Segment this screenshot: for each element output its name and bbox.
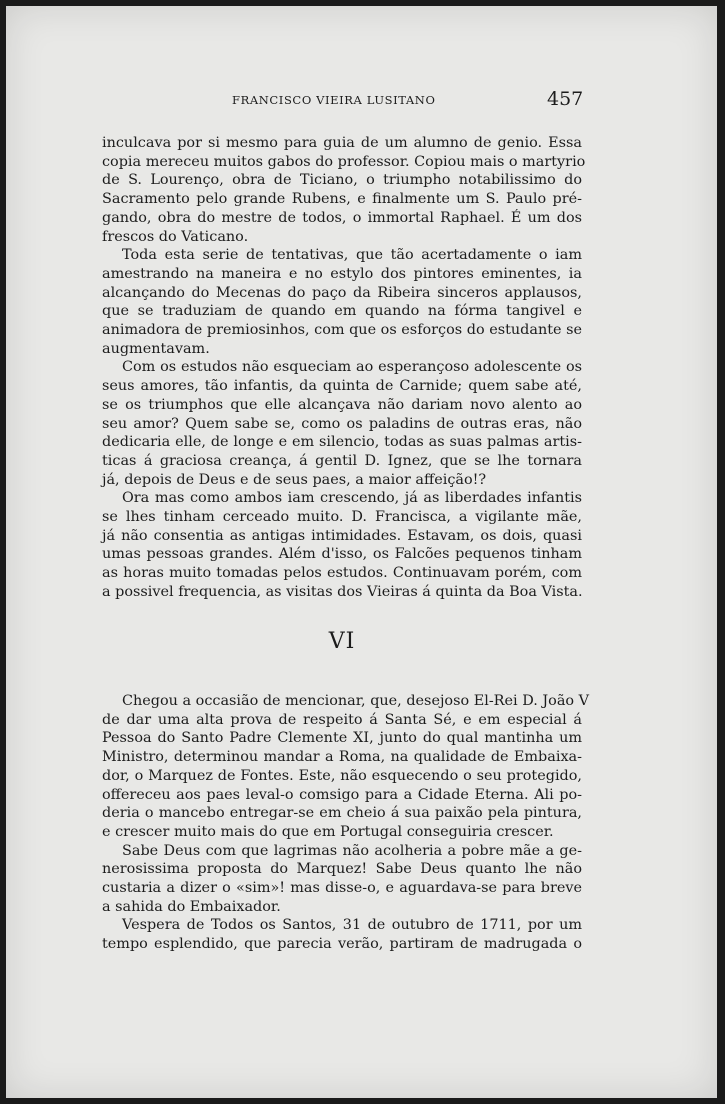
text-line: Ora mas como ambos iam crescendo, já as liberdades infantis [122,490,582,507]
text-line: umas pessoas grandes. Além d'isso, os Falcões pequenos tinham [102,546,582,563]
section-heading: VI [328,629,356,654]
text-line: inculcava por si mesmo para guia de um alumno de genio. Essa [102,135,582,151]
text-line: Toda esta serie de tentativas, que tão acertadamente o iam [122,247,582,264]
text-line: custaria a dizer o «sim»! mas disse-o, e aguardava-se para breve [102,880,582,897]
text-block-section-5-end [102,134,586,602]
text-line: Sabe Deus com que lagrimas não acolheria a pobre mãe a ge- [122,842,582,859]
text-line: dedicaria elle, de longe e em silencio, todas as suas palmas artis- [102,434,582,451]
text-line: a possivel frequencia, as visitas dos Vieiras á quinta da Boa Vista. [102,583,583,600]
text-line: gando, obra do mestre de todos, o immortal Raphael. É um dos [102,209,582,226]
page-number: 457 [547,88,584,110]
book-page [6,6,717,1098]
text-line: se os triumphos que elle alcançava não dariam novo alento ao [102,396,582,413]
text-line: tempo esplendido, que parecia verão, partiram de madrugada o [102,936,582,953]
text-line: Ministro, determinou mandar a Roma, na qualidade de Embaixa- [102,749,582,766]
text-line: augmentavam. [102,340,210,357]
text-line: seus amores, tão infantis, da quinta de Carnide; quem sabe até, [102,378,582,395]
text-line: animadora de premiosinhos, com que os esforços do estudante se [102,322,582,339]
text-line: copia mereceu muitos gabos do professor. Copiou mais o martyrio [102,153,586,170]
text-line: nerosissima proposta do Marquez! Sabe Deus quanto lhe não [102,861,582,878]
text-line: seu amor? Quem sabe se, como os paladins de outras eras, não [102,415,582,432]
text-line: dor, o Marquez de Fontes. Este, não esquecendo o seu protegido, [102,767,582,784]
text-line: de dar uma alta prova de respeito á Santa Sé, e em especial á [102,711,582,728]
text-line: que se traduziam de quando em quando na fórma tangivel e [102,303,582,320]
text-line: e crescer muito mais do que em Portugal conseguiria crescer. [102,823,554,840]
text-line: offereceu aos paes leval-o comsigo para a Cidade Eterna. Ali po- [102,786,582,803]
text-line: alcançando do Mecenas do paço da Ribeira sinceros applausos, [102,284,582,301]
text-line: Vespera de Todos os Santos, 31 de outubro de 1711, por um [122,917,582,934]
text-line: deria o mancebo entregar-se em cheio á sua paixão pela pintura, [102,805,582,822]
text-line: se lhes tinham cerceado muito. D. Francisca, a vigilante mãe, [102,509,582,526]
text-line: Com os estudos não esqueciam ao esperançoso adolescente os [122,359,582,376]
page-header [6,90,717,114]
text-line: já, depois de Deus e de seus paes, a maior affeição!? [102,471,487,488]
text-line: amestrando na maneira e no estylo dos pintores eminentes, ia [102,265,582,282]
text-line: a sahida do Embaixador. [102,898,281,915]
text-line: ticas á graciosa creança, á gentil D. Ignez, que se lhe tornara [102,452,582,469]
text-block-section-6 [102,692,590,954]
text-line: já não consentia as antigas intimidades. Estavam, os dois, quasi [102,527,582,544]
text-line: Chegou a occasião de mencionar, que, desejoso El-Rei D. João V [122,693,590,709]
text-line: Pessoa do Santo Padre Clemente XI, junto do qual mantinha um [102,730,582,747]
text-line: de S. Lourenço, obra de Ticiano, o triumpho notabilissimo do [102,172,582,189]
text-line: Sacramento pelo grande Rubens, e finalmente um S. Paulo pré- [102,191,582,208]
text-line: as horas muito tomadas pelos estudos. Continuavam porém, com [102,565,582,582]
text-line: frescos do Vaticano. [102,228,249,245]
running-title: FRANCISCO VIEIRA LUSITANO [232,93,436,107]
